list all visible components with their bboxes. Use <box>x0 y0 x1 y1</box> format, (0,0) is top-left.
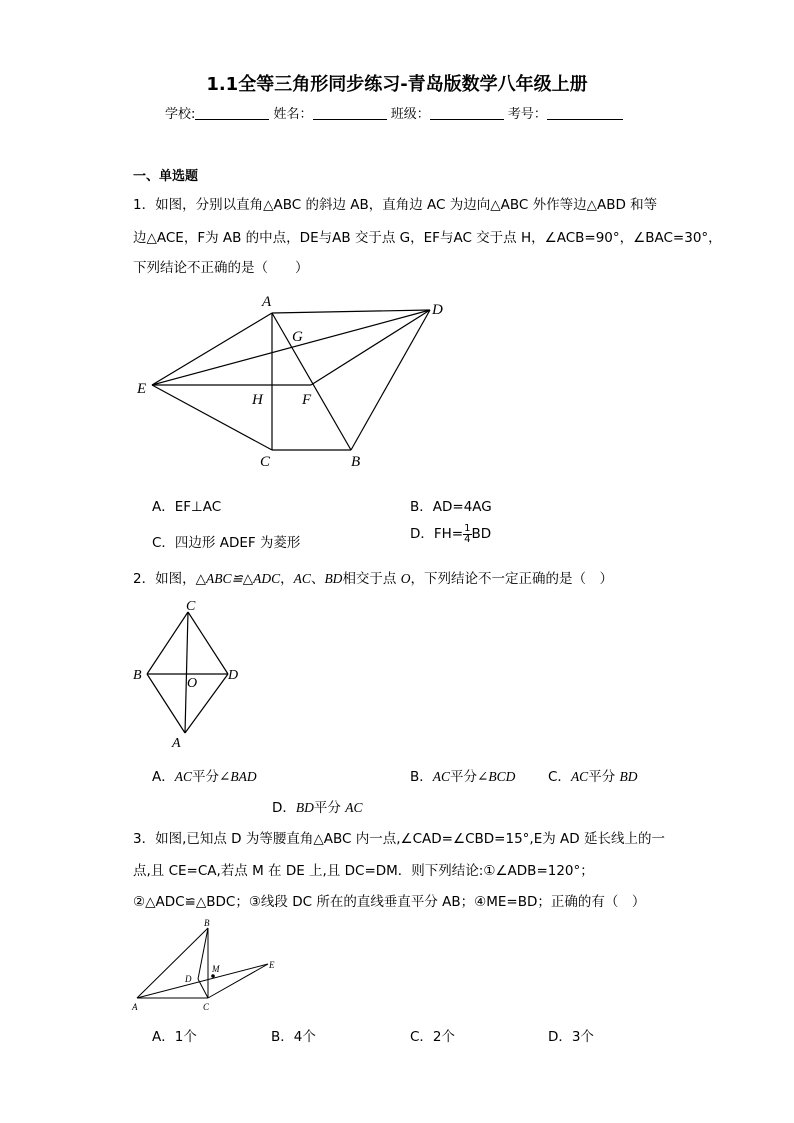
q3-figure <box>128 912 288 1017</box>
q3-label-b: B <box>204 918 210 928</box>
q1-seg-ab <box>272 313 351 450</box>
q1-line2: 边△ACE，F为 AB 的中点，DE与AB 交于点 G，EF与AC 交于点 H，∠ACB=90°，∠BAC=30°， <box>133 230 722 246</box>
q3-option-a[interactable]: A．1个 <box>152 1029 197 1045</box>
q1-label-a: A <box>262 294 272 310</box>
student-info-line <box>165 103 623 122</box>
q1-label-c: C <box>260 454 271 470</box>
number-label: 考号： <box>507 107 547 122</box>
q1-label-h: H <box>252 392 263 408</box>
q1-option-d[interactable] <box>410 522 491 545</box>
q2-line1: 2．如图，△ABC≌△ADC，AC、BD相交于点 O，下列结论不一定正确的是（ ） <box>133 571 613 587</box>
q2-seg-ca <box>185 612 188 733</box>
page-title: 1.1全等三角形同步练习-青岛版数学八年级上册 <box>206 74 588 95</box>
one-quarter-fraction: $\frac{1}{4}$ <box>464 522 471 545</box>
school-blank[interactable] <box>195 107 269 120</box>
number-blank[interactable] <box>547 107 623 120</box>
q2-label-b: B <box>133 668 142 683</box>
q2-option-c[interactable]: C．AC平分 BD <box>548 769 638 785</box>
q1-seg-fd <box>311 310 430 385</box>
q3-label-e: E <box>269 960 275 970</box>
q3-option-c[interactable]: C．2个 <box>410 1029 456 1045</box>
q3-option-d[interactable]: D．3个 <box>548 1029 594 1045</box>
q2-label-d: D <box>228 668 239 683</box>
q1-label-f: F <box>302 392 312 408</box>
q1-label-d: D <box>432 302 443 318</box>
q3-line3: ②△ADC≌△BDC；③线段 DC 所在的直线垂直平分 AB；④ME=BD；正确的有（ ） <box>133 894 646 910</box>
name-label: 姓名： <box>273 107 313 122</box>
q1-seg-ad <box>272 310 430 313</box>
q2-congruence: △ABC≌△ADC <box>195 571 281 586</box>
school-label: 学校: <box>165 107 196 122</box>
q1-label-b: B <box>351 454 361 470</box>
q2-seg-ba <box>147 674 185 733</box>
q2-figure <box>130 595 250 750</box>
q3-line2: 点,且 CE=CA,若点 M 在 DE 上,且 DC=DM．则下列结论:①∠ADB=120°； <box>133 863 594 879</box>
class-label: 班级： <box>390 107 430 122</box>
q3-label-d: D <box>185 974 192 984</box>
q2-label-c: C <box>186 599 196 614</box>
q2-option-b[interactable]: B．AC平分∠BCD <box>410 769 516 785</box>
q3-label-a: A <box>132 1002 138 1012</box>
q2-label-a: A <box>172 736 181 750</box>
q1-option-b[interactable]: B．AD=4AG <box>410 499 492 515</box>
q1-option-a[interactable]: A．EF⊥AC <box>152 499 222 515</box>
q3-option-b[interactable]: B．4个 <box>271 1029 316 1045</box>
q2-seg-cd <box>188 612 228 674</box>
q1-figure <box>130 290 460 470</box>
q2-label-o: O <box>187 676 198 691</box>
class-blank[interactable] <box>430 107 504 120</box>
q3-label-c: C <box>203 1002 210 1012</box>
q1-option-d-prefix: D．FH= <box>410 526 464 542</box>
q1-seg-ae <box>152 313 272 385</box>
q3-seg-ae <box>137 964 268 998</box>
q1-line3: 下列结论不正确的是（ ） <box>133 260 309 276</box>
q3-seg-db <box>198 928 208 979</box>
q1-option-d-suffix: BD <box>471 526 492 542</box>
q3-seg-ab <box>137 928 208 998</box>
q1-seg-db <box>351 310 430 450</box>
q1-line1: 1．如图，分别以直角△ABC 的斜边 AB，直角边 AC 为边向△ABC 外作等边△ABD 和等 <box>133 197 658 213</box>
q3-seg-dc <box>198 979 208 998</box>
q2-seg-cb <box>147 612 188 674</box>
q2-option-a[interactable]: A．AC平分∠BAD <box>152 769 257 785</box>
q1-seg-ed <box>152 310 430 385</box>
q3-point-m <box>211 974 215 978</box>
q1-label-g: G <box>292 329 303 345</box>
q1-label-e: E <box>137 381 147 397</box>
section-title: 一、单选题 <box>133 169 199 184</box>
q3-label-m: M <box>212 964 220 974</box>
q2-option-d[interactable]: D．BD平分 AC <box>272 800 363 816</box>
q1-option-c[interactable]: C．四边形 ADEF 为菱形 <box>152 535 301 551</box>
q3-line1: 3．如图,已知点 D 为等腰直角△ABC 内一点,∠CAD=∠CBD=15°,E为 AD 延长线上的一 <box>133 831 665 847</box>
name-blank[interactable] <box>313 107 387 120</box>
